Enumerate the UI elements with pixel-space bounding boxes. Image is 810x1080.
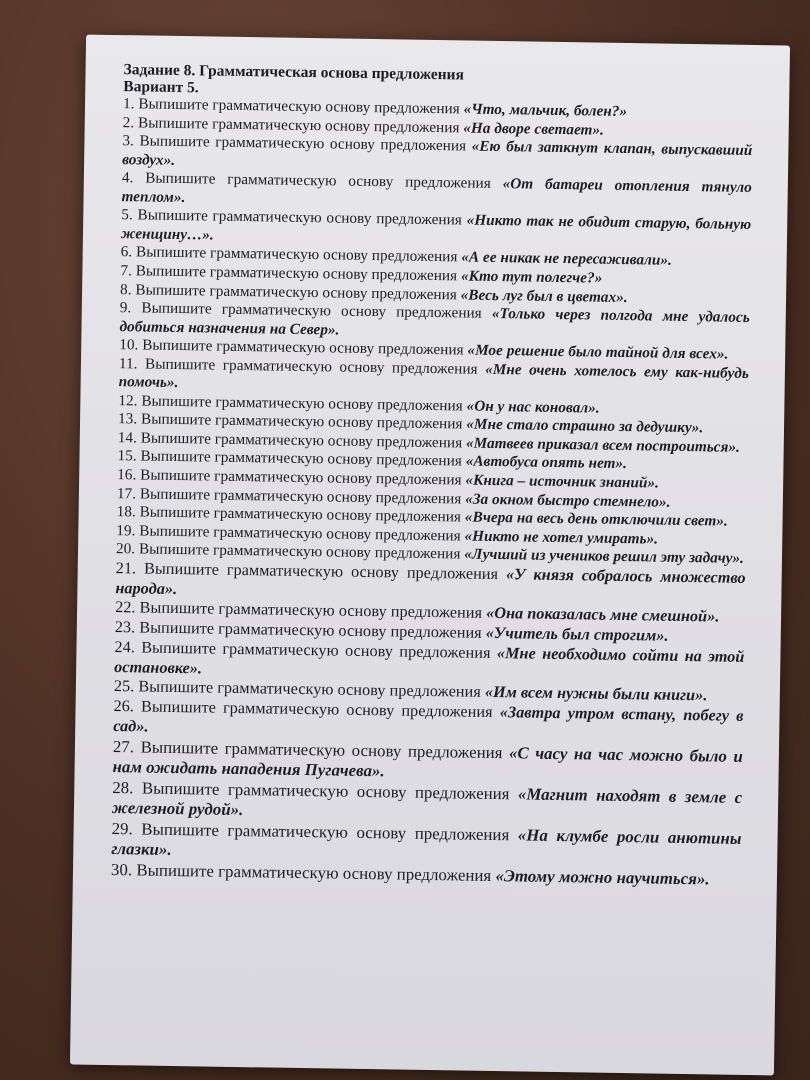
task-prompt: Выпишите грамматическую основу предложения	[135, 280, 458, 303]
task-sentence: «Мне стало страшно за дедушку».	[466, 415, 704, 437]
task-sentence: «Никто не хотел умирать».	[464, 527, 659, 548]
task-number: 18.	[116, 503, 136, 521]
task-prompt: Выпишите грамматическую основу предложения	[140, 410, 463, 433]
task-prompt: Выпишите грамматическую основу предложения	[141, 819, 510, 844]
task-prompt: Выпишите грамматическую основу предложения	[145, 169, 491, 193]
task-sentence: «На дворе светает».	[463, 119, 605, 139]
task-number: 4.	[121, 169, 134, 187]
task-number: 8.	[120, 280, 132, 298]
task-prompt: Выпишите грамматическую основу предложения	[140, 737, 503, 762]
task-number: 12.	[118, 391, 138, 410]
task-sentence: «Учитель был строгим».	[485, 623, 669, 645]
task-sentence: «Автобуса опять нет».	[465, 453, 628, 473]
task-number: 1.	[122, 95, 135, 113]
task-sentence: «Матвеев приказал всем построиться».	[465, 434, 741, 456]
task-sentence: «Никто так не обидит старую, больную женщину…».	[120, 211, 752, 244]
task-sentence: «На клумбе росли анютины глазки».	[111, 825, 742, 860]
task-sentence: «У князя собралось множество народа».	[115, 564, 746, 598]
task-sentence: «Мне очень хотелось ему как-нибудь помочь».	[118, 360, 750, 392]
task-prompt: Выпишите грамматическую основу предложения	[140, 466, 462, 489]
task-prompt: Выпишите грамматическую основу предложения	[138, 677, 481, 702]
task-sentence: «С часу на час можно было и нам ожидать нападения Пугачева».	[112, 742, 744, 781]
task-number: 21.	[115, 558, 137, 578]
task-number: 16.	[117, 466, 137, 484]
task-sentence: «Весь луг был в цветах».	[460, 286, 628, 306]
task-prompt: Выпишите грамматическую основу предложения	[138, 540, 461, 563]
task-prompt: Выпишите грамматическую основу предложения	[139, 618, 482, 642]
task-sentence: «От батареи отопления тянуло теплом».	[121, 175, 752, 206]
task-number: 9.	[119, 299, 132, 317]
task-number: 6.	[120, 243, 133, 261]
paper-sheet	[70, 35, 790, 1076]
task-sentence: «Что, мальчик, болен?»	[463, 100, 628, 121]
task-prompt: Выпишите грамматическую основу предложения	[141, 299, 482, 322]
task-sentence: «Магнит находят в земле с железной рудой».	[111, 784, 743, 820]
task-prompt: Выпишите грамматическую основу предложения	[141, 778, 510, 803]
task-sentence: «Вчера на весь день отключили свет».	[464, 508, 728, 530]
task-number: 7.	[120, 262, 133, 280]
task-prompt: Выпишите грамматическую основу предложения	[141, 638, 491, 662]
task-sentence: «Ею был заткнут клапан, выпускавший воздух».	[122, 137, 753, 169]
task-number: 10.	[119, 336, 139, 354]
task-number: 20.	[115, 540, 136, 558]
task-number: 23.	[114, 618, 136, 637]
task-number: 29.	[111, 818, 133, 838]
task-sentence: «Книга – источник знаний».	[465, 471, 660, 492]
task-prompt: Выпишите грамматическую основу предложения	[135, 243, 458, 266]
task-number: 24.	[114, 637, 136, 657]
task-prompt: Выпишите грамматическую основу предложения	[139, 485, 462, 508]
task-sentence: «Лучший из учеников решил эту задачу».	[464, 545, 745, 568]
task-prompt: Выпишите грамматическую основу предложения	[140, 429, 463, 452]
task-number: 17.	[116, 484, 137, 502]
task-prompt: Выпишите грамматическую основу предложения	[137, 206, 463, 229]
task-prompt: Выпишите грамматическую основу предложения	[139, 522, 461, 545]
task-sentence: «Завтра утром встану, побегу в сад».	[113, 703, 744, 736]
task-number: 2.	[122, 113, 135, 131]
task-sentence: «Им всем нужны были книги».	[484, 683, 708, 705]
task-number: 26.	[113, 697, 135, 716]
task-list	[111, 95, 753, 890]
worksheet	[111, 61, 754, 890]
task-number: 5.	[121, 206, 133, 224]
task-number: 3.	[122, 132, 135, 150]
task-prompt: Выпишите грамматическую основу предложения	[137, 114, 460, 137]
task-number: 25.	[113, 677, 135, 696]
task-sentence: «За окном быстро стемнело».	[465, 490, 671, 511]
task-number: 28.	[112, 777, 134, 797]
worksheet-title: Задание 8. Грамматическая основа предложения	[123, 61, 465, 84]
variant-label: Вариант 5.	[123, 78, 199, 97]
task-sentence: «Этому можно научиться».	[495, 865, 710, 888]
task-sentence: «Она показалась мне смешной».	[486, 604, 720, 626]
task-sentence: «А ее никак не пересаживали».	[461, 248, 673, 270]
task-prompt: Выпишите грамматическую основу предложения	[143, 559, 499, 583]
task-prompt: Выпишите грамматическую основу предложения	[140, 447, 463, 470]
task-prompt: Выпишите грамматическую основу предложения	[142, 336, 464, 359]
task-sentence: «Мне необходимо сойти на этой остановке».	[114, 643, 745, 678]
task-sentence: «Кто тут полегче?»	[460, 267, 603, 287]
task-prompt: Выпишите грамматическую основу предложения	[139, 503, 462, 526]
task-prompt: Выпишите грамматическую основу предложения	[141, 392, 463, 415]
task-prompt: Выпишите грамматическую основу предложения	[138, 95, 460, 118]
task-number: 14.	[117, 429, 138, 447]
task-prompt: Выпишите грамматическую основу предложения	[140, 697, 493, 722]
task-sentence: «Он у нас коновал».	[466, 397, 600, 417]
task-sentence: «Мое решение было тайной для всех».	[467, 341, 729, 363]
task-sentence: «Только через полгода мне удалось добиться назначения на Север».	[119, 305, 750, 339]
task-prompt: Выпишите грамматическую основу предложения	[139, 598, 483, 623]
task-number: 30.	[110, 859, 133, 879]
task-number: 27.	[112, 736, 135, 757]
task-number: 15.	[117, 447, 137, 465]
task-prompt: Выпишите грамматическую основу предложения	[135, 262, 458, 285]
task-number: 11.	[118, 354, 138, 373]
task-prompt: Выпишите грамматическую основу предложения	[144, 355, 478, 378]
task-number: 13.	[117, 410, 138, 428]
task-prompt: Выпишите грамматическую основу предложения	[139, 132, 467, 155]
task-number: 19.	[116, 521, 136, 540]
task-prompt: Выпишите грамматическую основу предложения	[136, 859, 492, 885]
task-number: 22.	[114, 598, 136, 617]
